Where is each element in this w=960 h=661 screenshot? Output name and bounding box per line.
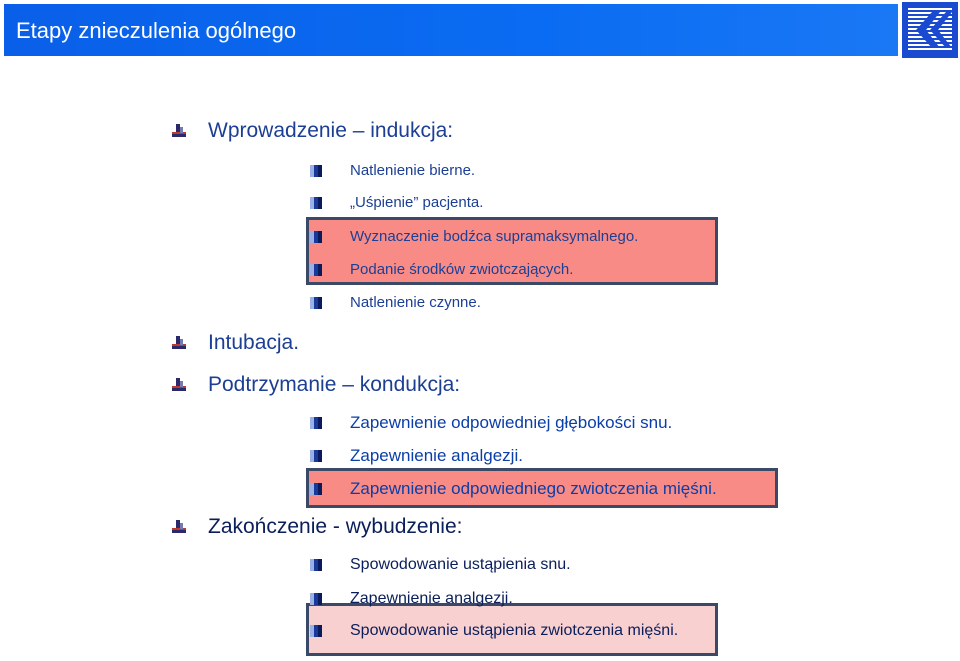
logo-icon — [902, 2, 958, 58]
square-bullet-icon — [310, 483, 322, 495]
cross-bullet-icon — [172, 378, 186, 392]
square-bullet-icon — [310, 625, 322, 637]
square-bullet-icon — [310, 264, 322, 276]
cross-bullet-icon — [172, 520, 186, 534]
square-bullet-icon — [310, 165, 322, 177]
square-bullet-icon — [310, 297, 322, 309]
square-bullet-icon — [310, 593, 322, 605]
square-bullet-icon — [310, 417, 322, 429]
cross-bullet-icon — [172, 336, 186, 350]
square-bullet-icon — [310, 450, 322, 462]
slide-header — [0, 0, 960, 60]
square-bullet-icon — [310, 559, 322, 571]
title-bar — [4, 4, 898, 56]
square-bullet-icon — [310, 197, 322, 209]
square-bullet-icon — [310, 231, 322, 243]
cross-bullet-icon — [172, 124, 186, 138]
slide-title: Etapy znieczulenia ogólnego — [16, 18, 297, 43]
